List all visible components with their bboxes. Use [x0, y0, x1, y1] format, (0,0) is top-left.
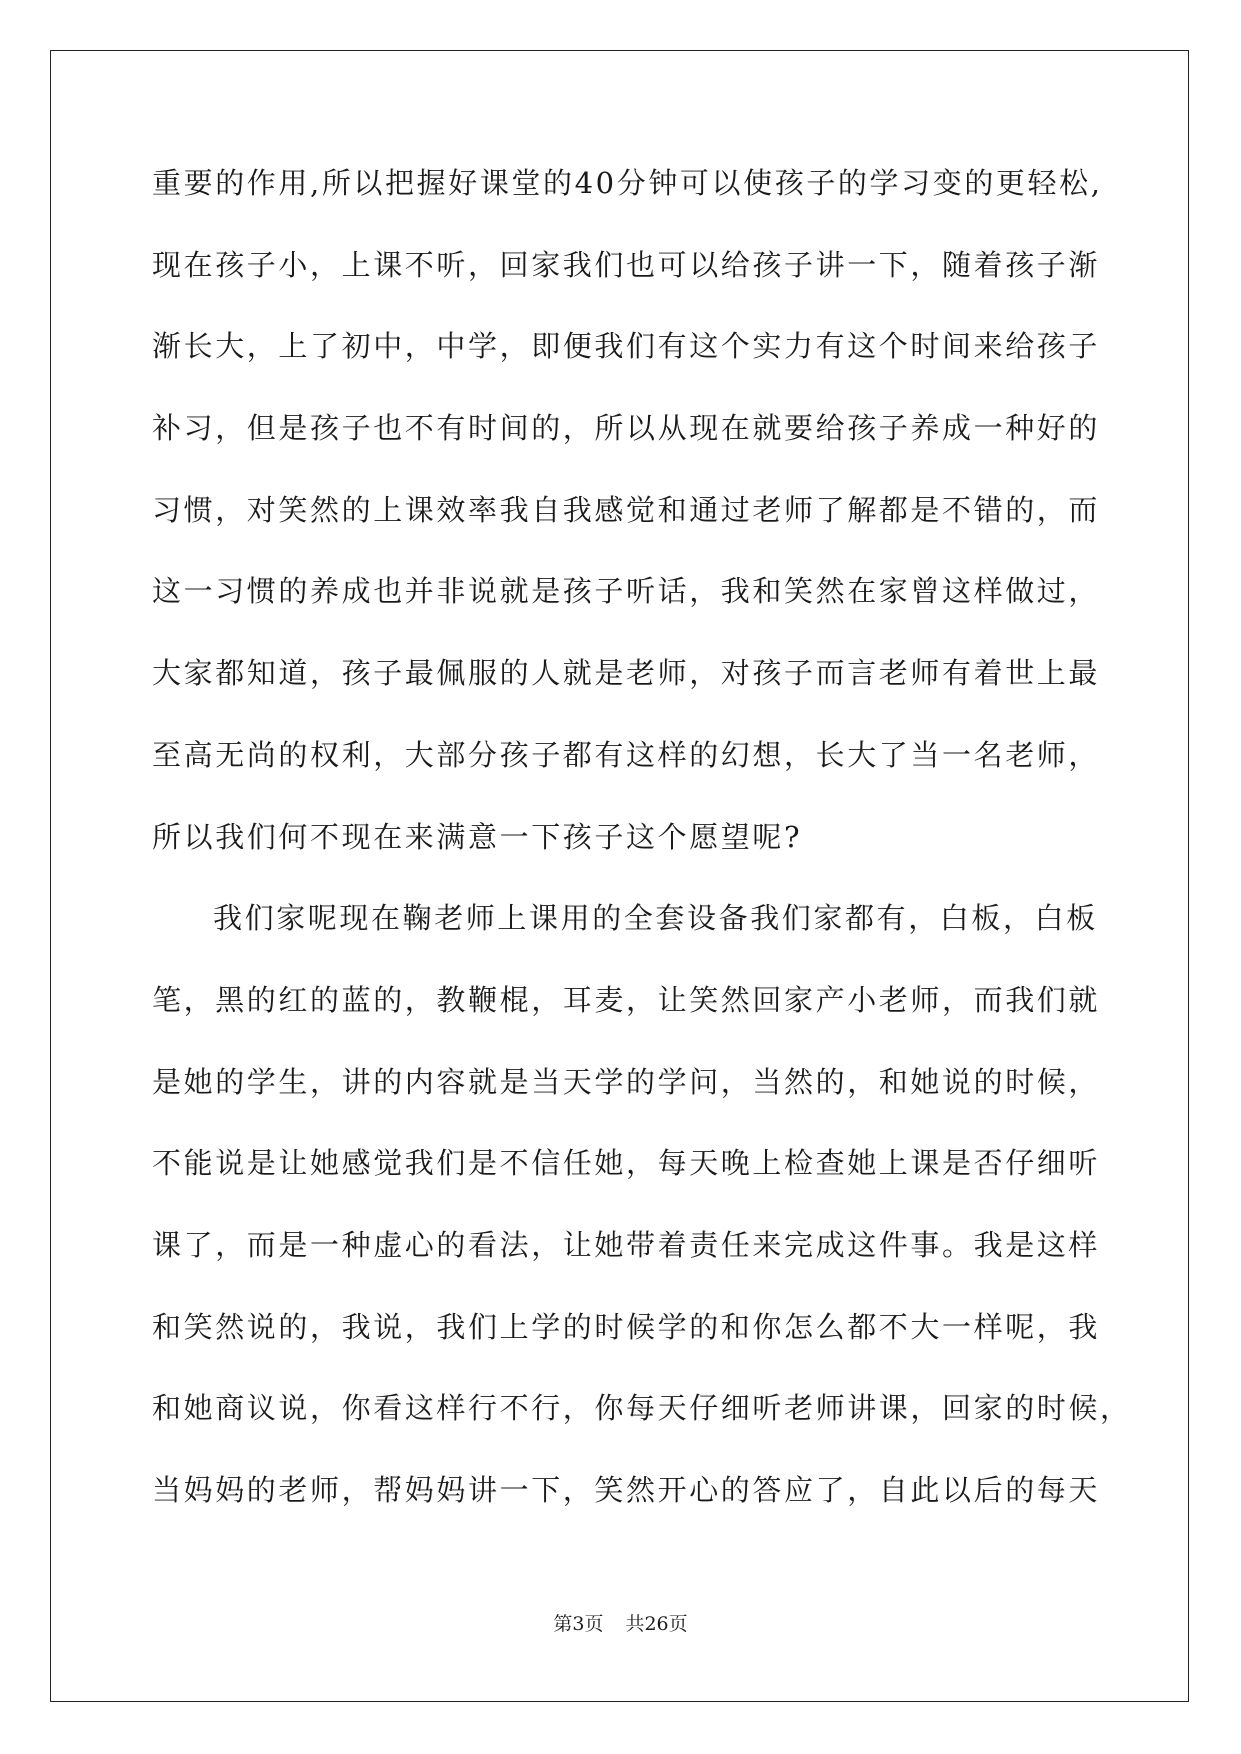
text-line: 习惯，对笑然的上课效率我自我感觉和通过老师了解都是不错的，而	[152, 492, 1101, 527]
text-line: 补习，但是孩子也不有时间的，所以从现在就要给孩子养成一种好的	[152, 411, 1101, 446]
text-line: 重要的作用,所以把握好课堂的40分钟可以使孩子的学习变的更轻松,	[152, 166, 1103, 200]
text-line: 和笑然说的，我说，我们上学的时候学的和你怎么都不大一样呢，我	[152, 1309, 1101, 1344]
text-line: 这一习惯的养成也并非说就是孩子听话，我和笑然在家曾这样做过，	[152, 574, 1101, 609]
text-line: 现在孩子小，上课不听，回家我们也可以给孩子讲一下，随着孩子渐	[152, 247, 1101, 282]
document-body	[152, 163, 1132, 1552]
page-total: 共26页	[625, 1613, 688, 1635]
text-line: 是她的学生，讲的内容就是当天学的学问，当然的，和她说的时候，	[152, 1064, 1101, 1099]
text-line: 和她商议说，你看这样行不行，你每天仔细听老师讲课，回家的时候，	[152, 1391, 1132, 1426]
text-line: 大家都知道，孩子最佩服的人就是老师，对孩子而言老师有着世上最	[152, 656, 1101, 691]
paragraph-start-line: 我们家呢现在鞠老师上课用的全套设备我们家都有，白板，白板	[213, 901, 1098, 936]
text-line: 课了，而是一种虚心的看法，让她带着责任来完成这件事。我是这样	[152, 1227, 1101, 1262]
text-line: 渐长大，上了初中，中学，即便我们有这个实力有这个时间来给孩子	[152, 329, 1101, 364]
text-line: 当妈妈的老师，帮妈妈讲一下，笑然开心的答应了，自此以后的每天	[152, 1473, 1101, 1507]
page-number: 第3页	[553, 1613, 604, 1635]
page-footer	[0, 1609, 1241, 1636]
text-line: 所以我们何不现在来满意一下孩子这个愿望呢?	[152, 819, 803, 854]
text-line: 笔，黑的红的蓝的，教鞭棍，耳麦，让笑然回家产小老师，而我们就	[152, 982, 1101, 1017]
text-line: 不能说是让她感觉我们是不信任她，每天晚上检查她上课是否仔细听	[152, 1146, 1101, 1181]
text-line: 至高无尚的权利，大部分孩子都有这样的幻想，长大了当一名老师，	[152, 737, 1101, 772]
